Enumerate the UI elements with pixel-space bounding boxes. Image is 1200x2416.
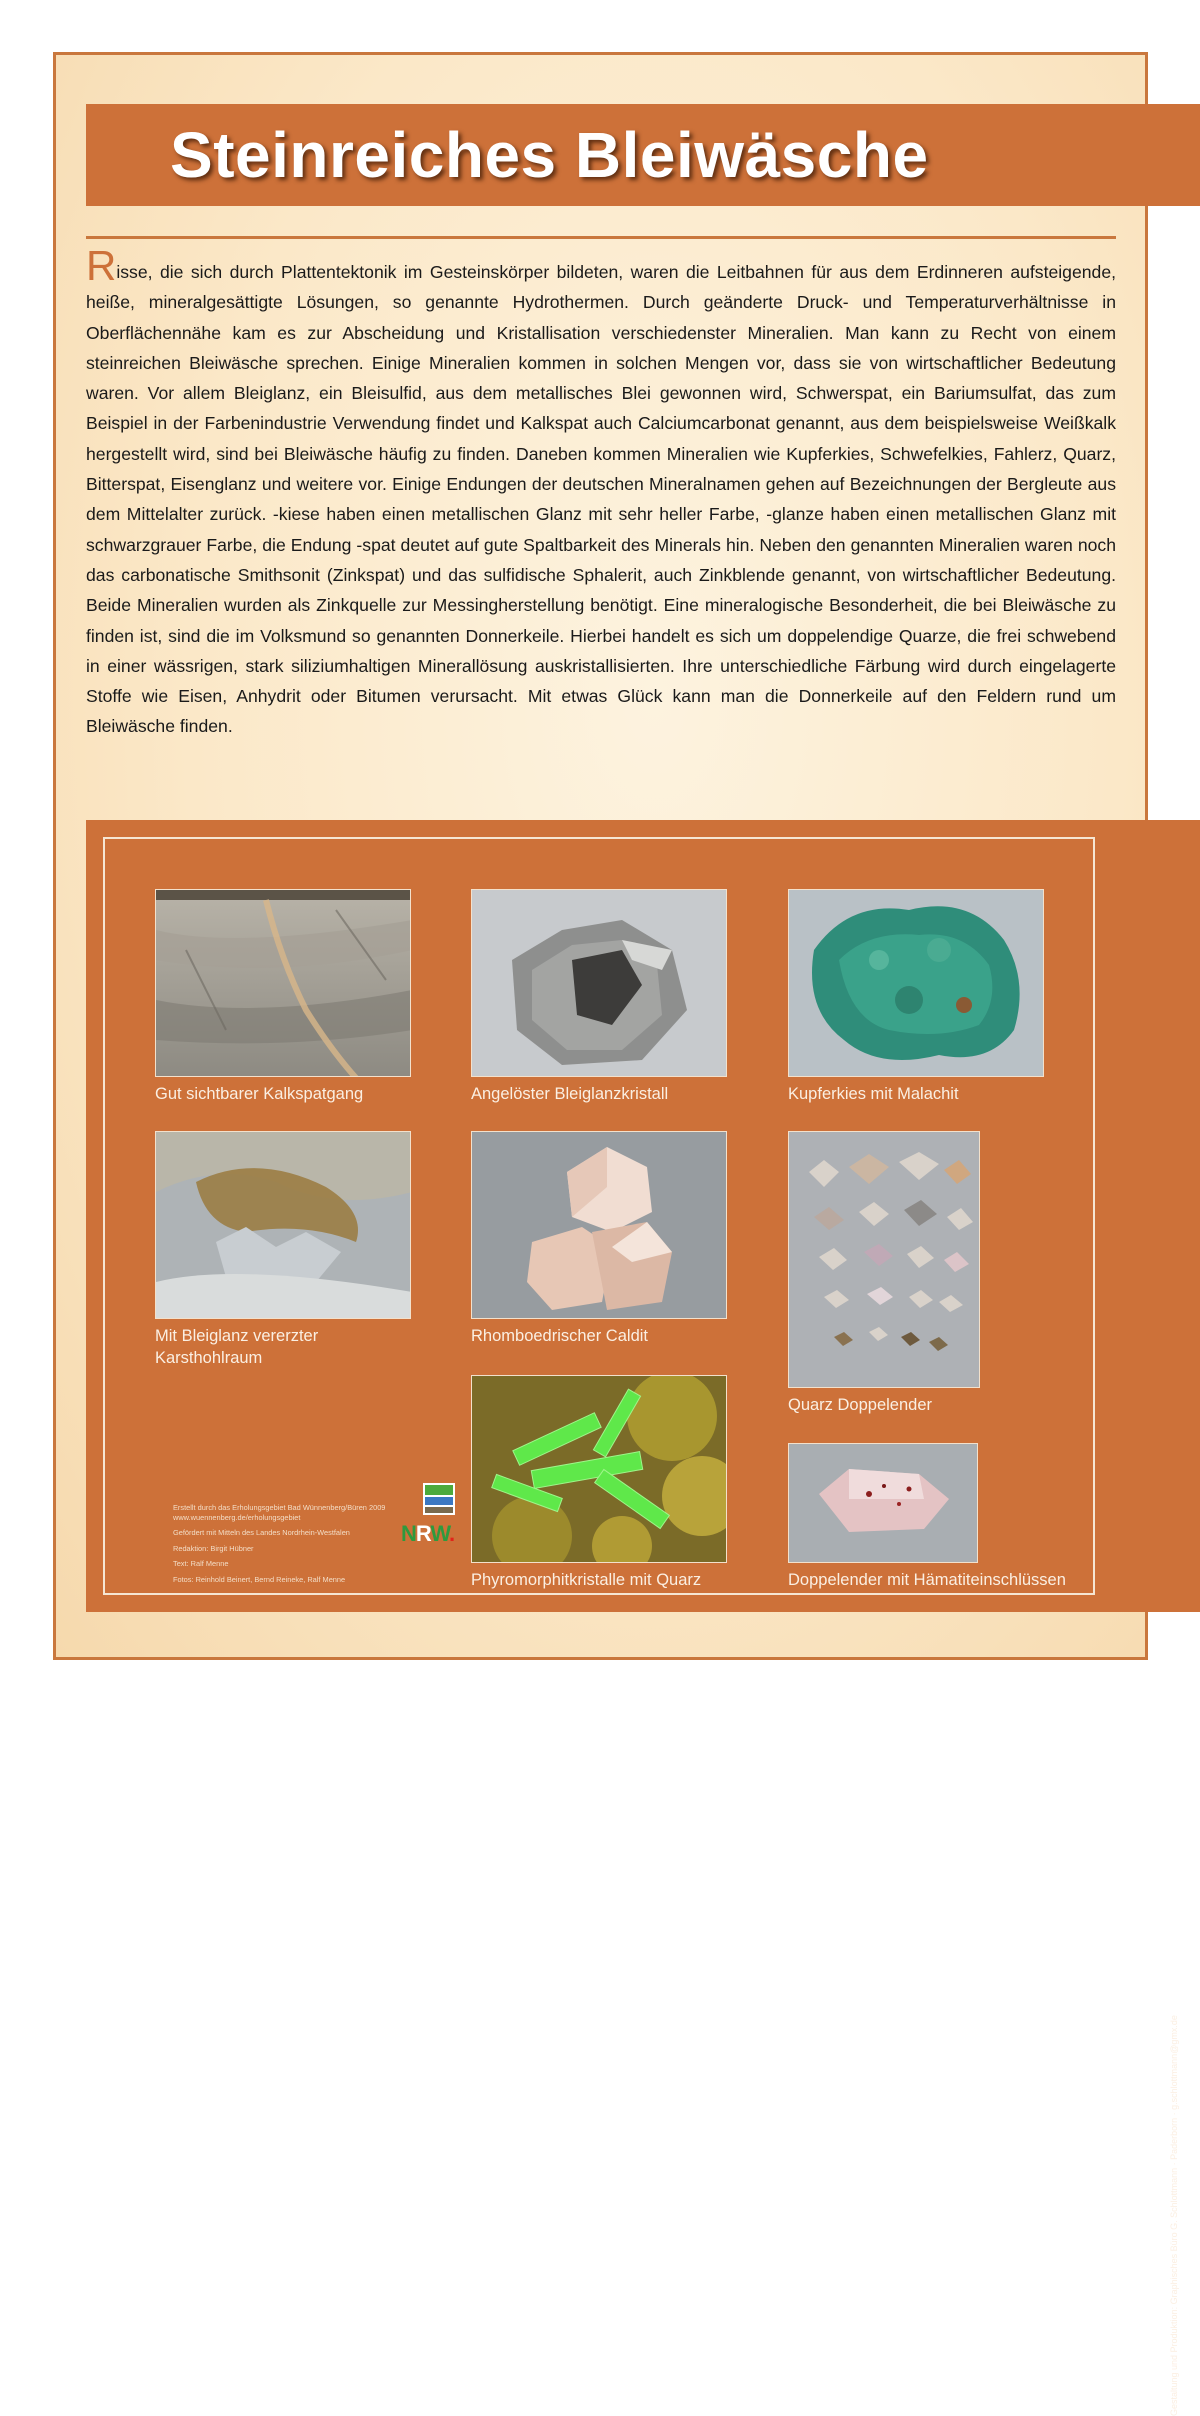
page-title: Steinreiches Bleiwäsche: [170, 119, 929, 191]
photo-phyromorphit: [471, 1375, 727, 1563]
caption-quarz: Quarz Doppelender: [788, 1396, 933, 1414]
nrw-logo-r: R: [415, 1521, 431, 1546]
credit-line: Fotos: Reinhold Beinert, Bernd Reineke, Ralf Menne: [173, 1574, 346, 1584]
photo-gallery: [86, 820, 1200, 2416]
drop-cap-initial: R: [86, 242, 117, 289]
quarry-wall-image: [156, 890, 411, 1077]
nrw-logo-n: N: [401, 1521, 416, 1546]
photo-karsthohlraum: [155, 1131, 411, 1319]
photo-bleiglanzkristall: [471, 889, 727, 1077]
credit-line: Redaktion: Birgit Hübner: [173, 1543, 254, 1553]
title-banner: [86, 104, 1200, 206]
caption-caldit: Rhomboedrischer Caldit: [471, 1327, 648, 1345]
credit-line: www.wuennenberg.de/erholungsgebiet: [173, 1512, 301, 1522]
body-paragraph: [86, 242, 1116, 742]
caption-phyromorphit: Phyromorphitkristalle mit Quarz: [471, 1571, 702, 1589]
calcite-crystal-image: [472, 1132, 727, 1319]
photo-caldit: [471, 1131, 727, 1319]
caption-kalkspatgang: Gut sichtbarer Kalkspatgang: [155, 1085, 364, 1103]
credit-line: Gefördert mit Mitteln des Landes Nordrhein-Westfalen: [173, 1528, 350, 1537]
photo-kalkspatgang: [155, 889, 411, 1077]
karst-cavity-image: [156, 1132, 411, 1319]
caption-doppelender: Doppelender mit Hämatiteinschlüssen: [788, 1571, 1066, 1589]
credit-line: Text: Ralf Menne: [173, 1559, 229, 1568]
gallery-border: [103, 837, 1095, 1595]
galena-crystal-image: [472, 890, 727, 1077]
nrw-logo-dot: .: [448, 1521, 455, 1546]
regional-logo-icon: [423, 1483, 455, 1515]
pyromorphite-image: [472, 1376, 727, 1563]
divider-line: [86, 236, 1116, 239]
caption-kupferkies: Kupferkies mit Malachit: [788, 1085, 959, 1103]
caption-karst-line1: Mit Bleiglanz vererzter: [155, 1327, 319, 1345]
quartz-crystals-image: [789, 1132, 980, 1388]
nrw-logo: [401, 1521, 454, 1547]
nrw-logo-w: W: [430, 1521, 449, 1546]
credit-line: Erstellt durch das Erholungsgebiet Bad Wünnenberg/Büren 2009: [173, 1503, 386, 1512]
hematite-quartz-image: [789, 1444, 978, 1563]
vertical-production-credit: Gestaltung und Produktion: Graphisches Büro G. Schlottmann · Paderborn · g.schlottmann@gmx.de: [1169, 2015, 1179, 2416]
photo-kupferkies: [788, 889, 1044, 1077]
body-text: isse, die sich durch Plattentektonik im Gesteinskörper bildeten, waren die Leitbahnen für aus dem Erdinneren aufsteigende, heiße, mineralgesättigte Lösungen, so genannte Hydrothermen. Durch geänderte Druck- und Temperaturverhältnisse in Oberflächennähe kam es zur Abscheidung und Kristallisation verschiedenster Mineralien. Man kann zu Recht von einem steinreichen Bleiwäsche sprechen. Einige Mineralien kommen in solchen Mengen vor, dass sie von wirtschaftlicher Bedeutung waren. Vor allem Bleiglanz, ein Bleisulfid, aus dem metallisches Blei gewonnen wird, Schwerspat, ein Bariumsulfat, das zum Beispiel in der Farbenindustrie Verwendung findet und Kalkspat auch Calciumcarbonat genannt, aus dem beispielsweise Weißkalk hergestellt wird, sind bei Bleiwäsche häufig zu finden. Daneben kommen Mineralien wie Kupferkies, Schwefelkies, Fahlerz, Quarz, Bitterspat, Eisenglanz und weitere vor. Einige Endungen der deutschen Mineralnamen gehen auf Bezeichnungen der Bergleute aus dem Mittelalter zurück. -kiese haben einen metallischen Glanz mit sehr heller Farbe, -glanze haben einen metallischen Glanz mit schwarzgrauer Farbe, die Endung -spat deutet auf gute Spaltbarkeit des Minerals hin. Neben den genannten Mineralien waren noch das carbonatische Smithsonit (Zinkspat) und das sulfidische Sphalerit, auch Zinkblende genannt, von wirtschaftlicher Bedeutung. Beide Mineralien wurden als Zinkquelle zur Messingherstellung benötigt. Eine mineralogische Besonderheit, die bei Bleiwäsche zu finden ist, sind die im Volksmund so genannten Donnerkeile. Hierbei handelt es sich um doppelendige Quarze, die frei schwebend in einer wässrigen, stark siliziumhaltigen Minerallösung auskristallisierten. Ihre unterschiedliche Färbung wird durch eingelagerte Stoffe wie Eisen, Anhydrit oder Bitumen verursacht. Mit etwas Glück kann man die Donnerkeile auf den Feldern rund um Bleiwäsche finden.: [86, 262, 1116, 737]
photo-quarz: [788, 1131, 980, 1388]
photo-doppelender: [788, 1443, 978, 1563]
credits-block: [173, 1502, 433, 1586]
caption-bleiglanzkristall: Angelöster Bleiglanzkristall: [471, 1085, 669, 1103]
caption-karst-line2: Karsthohlraum: [155, 1349, 263, 1367]
malachite-image: [789, 890, 1044, 1077]
